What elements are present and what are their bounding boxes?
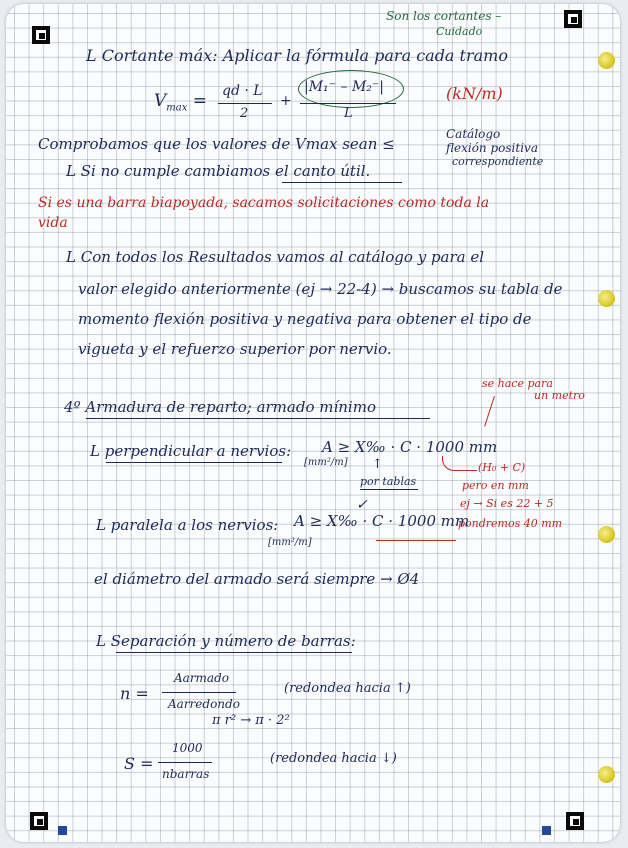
- perpendicular-formula: A ≥ X‰ · C · 1000 mm: [322, 438, 498, 456]
- eq-frac1-den: 2: [240, 106, 249, 121]
- red-ponemos: pondremos 40 mm: [458, 517, 563, 530]
- n-arrow: π r² → π · 2²: [212, 713, 290, 728]
- binder-hole-icon: [598, 52, 615, 69]
- separacion-heading: L Separación y número de barras:: [96, 632, 356, 650]
- resultados-line-3: momento flexión positiva y negativa para obtener el tipo de: [78, 310, 532, 328]
- top-note-cortantes: Son los cortantes –: [386, 9, 502, 23]
- corner-marker-bottom-left: [30, 812, 48, 830]
- check-mark-icon: ✓: [356, 497, 368, 513]
- armadura-underline: [86, 418, 430, 419]
- corner-marker-top-left: [32, 26, 50, 44]
- red-curve-arrow: [442, 456, 477, 471]
- comprobamos-line: Comprobamos que los valores de Vmax sean ≤: [38, 135, 395, 153]
- catalogo-3: correspondiente: [452, 155, 544, 168]
- eq-v: $V_{max}$ =: [154, 91, 208, 114]
- binder-hole-icon: [598, 526, 615, 543]
- s-denominator: nbarras: [162, 767, 210, 781]
- resultados-line-4: vigueta y el refuerzo superior por nervio.: [78, 340, 392, 358]
- eq-frac2-bar: [300, 103, 396, 104]
- top-note-cuidado: Cuidado: [436, 25, 483, 38]
- perpendicular-underline: [106, 462, 282, 463]
- eq-frac1-num: qd · L: [222, 83, 263, 99]
- blue-square-bottom-left: [58, 826, 67, 835]
- n-fraction-bar: [162, 692, 236, 693]
- canto-util-underline: [282, 182, 402, 183]
- red-link-line: [376, 540, 456, 541]
- note-metro-1: se hace para: [482, 377, 553, 390]
- eq-units: (kN/m): [446, 84, 503, 103]
- n-numerator: Aarmado: [174, 671, 229, 685]
- perpendicular-tablas: por tablas: [360, 475, 417, 488]
- blue-square-bottom-right: [542, 826, 551, 835]
- paralela-units: [mm²/m]: [268, 537, 312, 548]
- eq-frac2-den: L: [344, 106, 353, 121]
- red-hoc: (H₀ + C): [478, 461, 526, 474]
- note-metro-2: un metro: [534, 389, 585, 402]
- resultados-line-2: valor elegido anteriormente (ej → 22-4) → buscamos su tabla de: [78, 280, 563, 298]
- cortante-heading: L Cortante máx: Aplicar la fórmula para cada tramo: [86, 46, 508, 65]
- n-lhs: n =: [120, 684, 149, 703]
- diametro-line: el diámetro del armado será siempre → Ø4: [94, 570, 420, 588]
- paralela-formula: A ≥ X‰ · C · 1000 mm: [294, 512, 470, 530]
- perpendicular-tablas-arrow: ↑: [372, 457, 383, 472]
- paralela-label: L paralela a los nervios:: [96, 516, 279, 534]
- s-lhs: S =: [124, 754, 154, 773]
- corner-marker-bottom-right: [566, 812, 584, 830]
- n-denominator: Aarredondo: [168, 697, 240, 711]
- s-numerator: 1000: [172, 741, 203, 755]
- armadura-heading: 4º Armadura de reparto; armado mínimo: [64, 398, 376, 416]
- catalogo-2: flexión positiva: [446, 141, 538, 155]
- s-fraction-bar: [158, 762, 212, 763]
- separacion-underline: [116, 652, 352, 653]
- binder-hole-icon: [598, 766, 615, 783]
- perpendicular-tablas-underline: [360, 489, 418, 490]
- perpendicular-label: L perpendicular a nervios:: [90, 442, 292, 460]
- perpendicular-units: [mm²/m]: [304, 457, 348, 468]
- notebook-page: [6, 4, 620, 842]
- biapoyada-line-1: Si es una barra biapoyada, sacamos solicitaciones como toda la: [38, 195, 490, 211]
- corner-marker-top-right: [564, 10, 582, 28]
- eq-frac2-num: |M₁⁻ – M₂⁻|: [304, 79, 385, 95]
- red-ej: ej → Si es 22 + 5: [460, 497, 554, 510]
- eq-v-symbol: V: [154, 91, 167, 111]
- si-no-cumple-line: L Si no cumple cambiamos el canto útil.: [66, 162, 371, 180]
- eq-v-sub: max: [166, 102, 188, 114]
- catalogo-1: Catálogo: [446, 127, 501, 141]
- note-metro-arrow: [484, 396, 495, 427]
- binder-hole-icon: [598, 290, 615, 307]
- eq-plus: +: [280, 93, 292, 109]
- biapoyada-line-2: vida: [38, 215, 68, 231]
- eq-frac1-bar: [218, 103, 272, 104]
- s-note: (redondea hacia ↓): [270, 751, 397, 766]
- resultados-line-1: L Con todos los Resultados vamos al catálogo y para el: [66, 248, 485, 266]
- n-note: (redondea hacia ↑): [284, 681, 411, 696]
- red-pero: pero en mm: [462, 479, 529, 492]
